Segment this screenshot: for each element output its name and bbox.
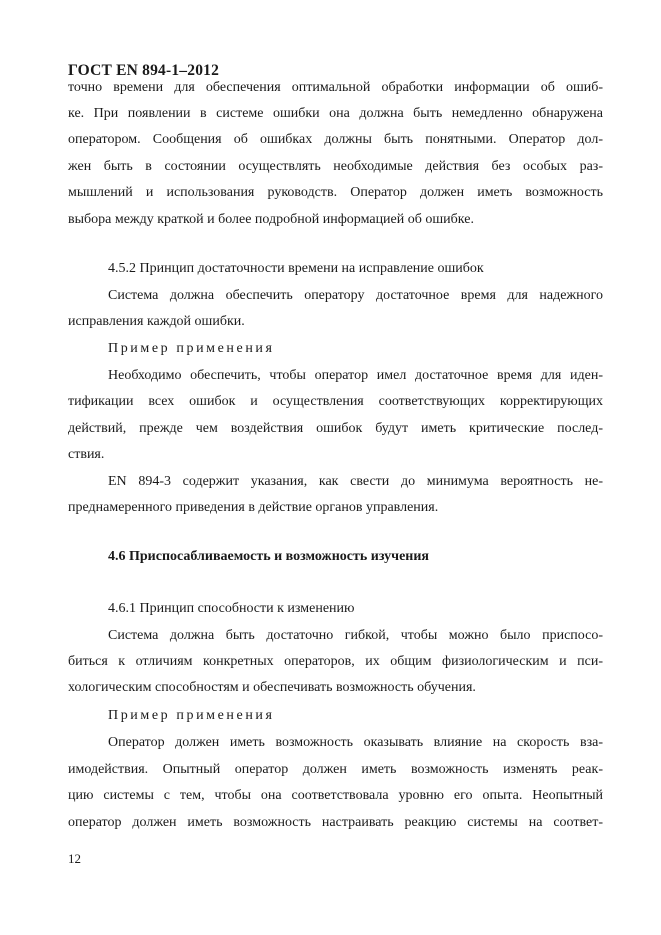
text-line: Система должна обеспечить оператору достаточное время для надежного (108, 288, 603, 303)
text-line: ке. При появлении в системе ошибки она должна быть немедленно обнаружена (68, 106, 603, 121)
document-header: ГОСТ EN 894-1–2012 (68, 62, 220, 79)
text-line: имодействия. Опытный оператор должен иметь возможность изменять реак- (68, 762, 603, 777)
text-line: EN 894-3 содержит указания, как свести до минимума вероятность не- (108, 474, 603, 489)
section-title: 4.6 Приспосабливаемость и возможность изучения (108, 549, 429, 564)
text-line: жен быть в состоянии осуществлять необходимые действия без особых раз- (68, 159, 603, 174)
subsection-title: 4.5.2 Принцип достаточности времени на исправление ошибок (108, 261, 484, 276)
text-line: хологическим способностям и обеспечивать возможность обучения. (68, 680, 476, 695)
text-line: оператором. Сообщения об ошибках должны быть понятными. Оператор дол- (68, 132, 603, 147)
text-line: Система должна быть достаточно гибкой, чтобы можно было приспосо- (108, 628, 603, 643)
example-label: Пример применения (108, 708, 275, 723)
text-line: исправления каждой ошибки. (68, 314, 245, 329)
text-line: Необходимо обеспечить, чтобы оператор имел достаточное время для иден- (108, 368, 603, 383)
subsection-title: 4.6.1 Принцип способности к изменению (108, 601, 355, 616)
text-line: мышлений и использования руководств. Оператор должен иметь возможность (68, 185, 603, 200)
text-line: цию системы с тем, чтобы она соответствовала уровню его опыта. Неопытный (68, 788, 603, 803)
text-line: выбора между краткой и более подробной информацией об ошибке. (68, 212, 474, 227)
text-line: преднамеренного приведения в действие органов управления. (68, 500, 439, 515)
text-line: действий, прежде чем воздействия ошибок будут иметь критические послед- (68, 421, 603, 436)
example-label: Пример применения (108, 341, 275, 356)
page-number: 12 (68, 851, 81, 866)
text-line: тификации всех ошибок и осуществления соответствующих корректирующих (68, 394, 603, 409)
text-line: Оператор должен иметь возможность оказывать влияние на скорость вза- (108, 735, 603, 750)
text-line: точно времени для обеспечения оптимальной обработки информации об ошиб- (68, 80, 603, 95)
text-line: биться к отличиям конкретных операторов, их общим физиологическим и пси- (68, 654, 603, 669)
text-line: ствия. (68, 447, 105, 462)
text-line: оператор должен иметь возможность настраивать реакцию системы на соответ- (68, 815, 603, 830)
